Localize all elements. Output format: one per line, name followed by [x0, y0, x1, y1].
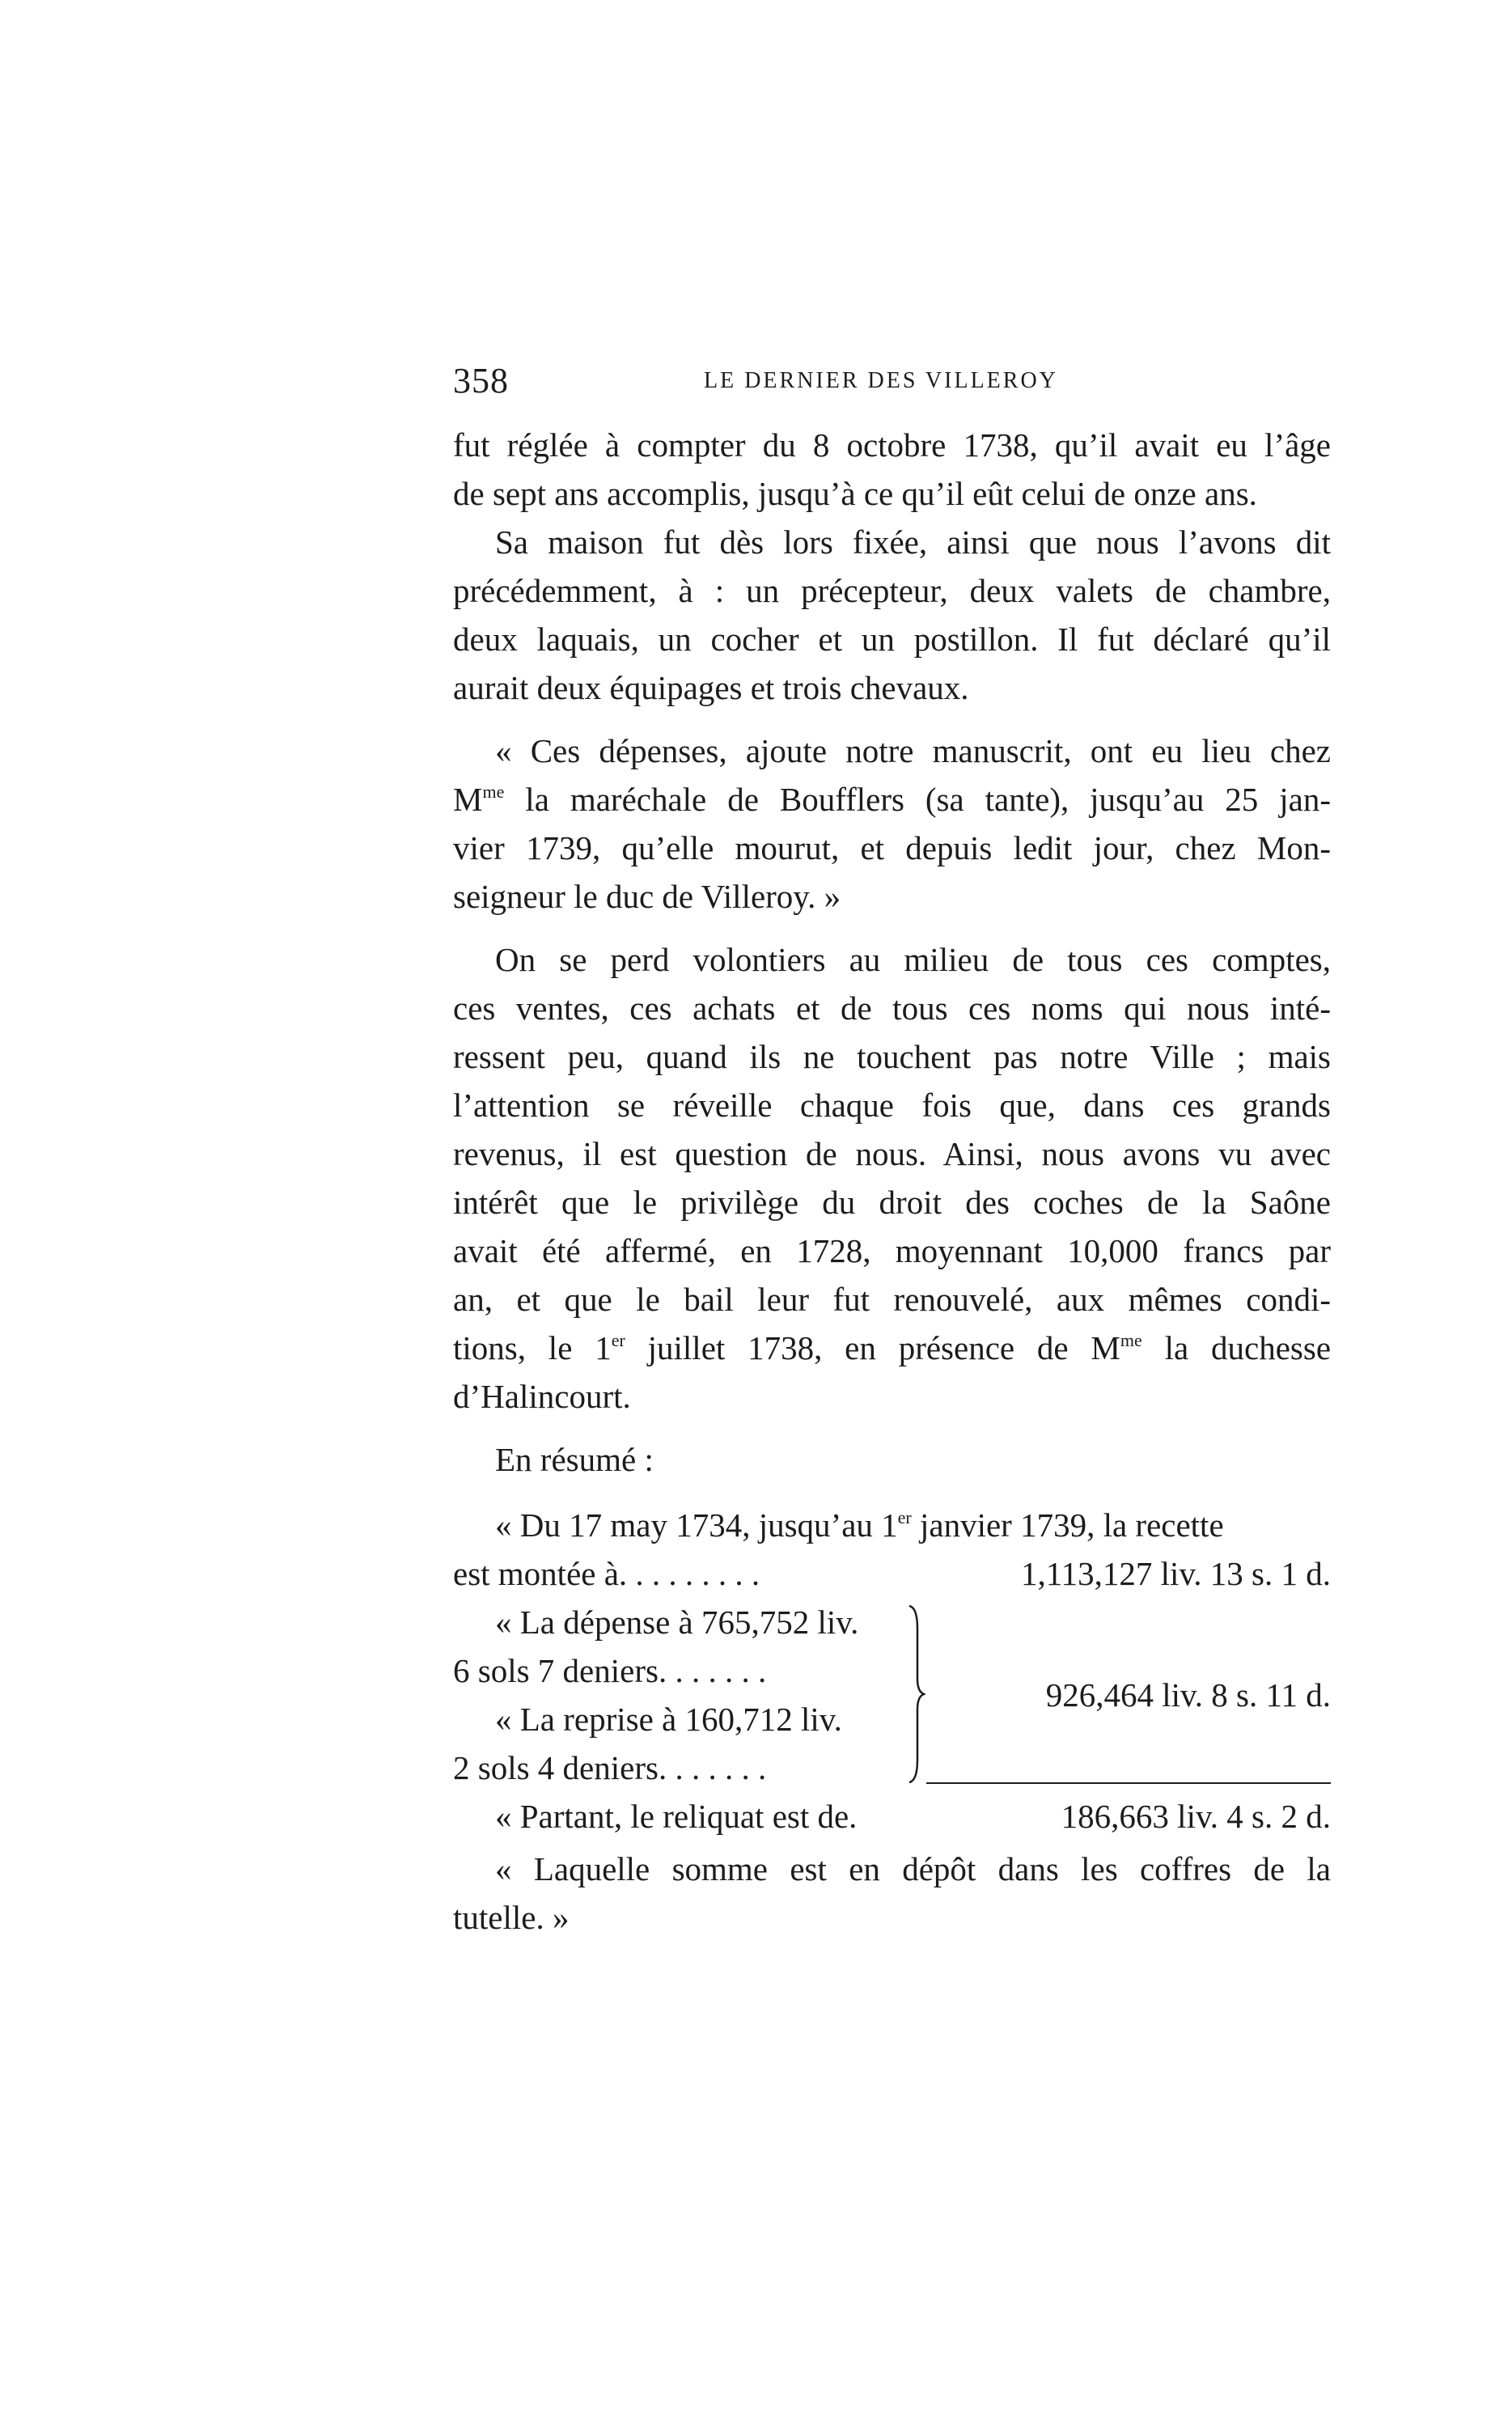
text-fragment: janvier 1739, la recette	[911, 1506, 1224, 1544]
account-label: « La reprise à 160,712 liv.	[495, 1701, 842, 1738]
expense-total: 926,464 liv. 8 s. 11 d.	[1045, 1676, 1331, 1714]
account-label: 6 sols 7 deniers. . . . . . .	[453, 1652, 767, 1689]
resume-heading: En résumé :	[495, 1441, 654, 1478]
paragraph-3	[453, 727, 1331, 921]
text-line: aurait deux équipages et trois chevaux.	[453, 669, 969, 706]
accounts-table	[453, 1501, 1331, 1841]
text-fragment: la duchesse	[1141, 1329, 1332, 1366]
text-line: seigneur le duc de Villeroy. »	[453, 878, 841, 915]
text-line: intérêt que le privilège du droit des coches de la Saône	[453, 1184, 1331, 1221]
account-label: « Partant, le reliquat est de.	[495, 1798, 858, 1835]
superscript: me	[482, 782, 505, 802]
text-line: Sa maison fut dès lors fixée, ainsi que nous l’avons dit	[495, 523, 1331, 561]
account-line	[453, 1598, 1331, 1646]
text-line: l’attention se réveille chaque fois que, dans ces grands	[453, 1087, 1331, 1124]
paragraph-2	[453, 518, 1331, 712]
body-text	[453, 421, 1331, 1484]
account-label: est montée à. . . . . . . . .	[453, 1555, 760, 1592]
account-text	[495, 1501, 1224, 1549]
account-line	[453, 1501, 1331, 1549]
text-line: revenus, il est question de nous. Ainsi, nous avons vu avec	[453, 1135, 1331, 1172]
account-line	[453, 1743, 1331, 1792]
text-line: ces ventes, ces achats et de tous ces noms qui nous inté-	[453, 989, 1331, 1027]
account-amount: 1,113,127 liv. 13 s. 1 d.	[1020, 1555, 1331, 1592]
text-line: vier 1739, qu’elle mourut, et depuis ledit jour, chez Mon-	[453, 829, 1331, 866]
text-line: tutelle. »	[453, 1899, 570, 1936]
text-line: an, et que le bail leur fut renouvelé, aux mêmes condi-	[453, 1281, 1331, 1318]
text-fragment: juillet 1738, en présence de M	[625, 1329, 1120, 1366]
page-number: 358	[453, 361, 509, 400]
account-label: « La dépense à 765,752 liv.	[495, 1604, 859, 1641]
text-line: « Laquelle somme est en dépôt dans les coffres de la	[495, 1850, 1331, 1887]
running-head: LE DERNIER DES VILLEROY	[704, 368, 1058, 393]
superscript: er	[897, 1507, 912, 1527]
expense-brace-group	[453, 1598, 1331, 1792]
text-line: ressent peu, quand ils ne touchent pas notre Ville ; mais	[453, 1038, 1331, 1075]
text-line	[453, 1324, 1331, 1372]
text-line: fut réglée à compter du 8 octobre 1738, qu’il avait eu l’âge	[453, 426, 1331, 464]
text-line: On se perd volontiers au milieu de tous ces comptes,	[495, 941, 1331, 978]
text-line: deux laquais, un cocher et un postillon. Il fut déclaré qu’il	[453, 621, 1331, 658]
page-header	[453, 360, 1343, 409]
text-line	[453, 775, 1331, 824]
text-fragment: M	[453, 781, 483, 818]
closing-paragraph	[453, 1845, 1331, 1942]
sum-rule	[926, 1782, 1331, 1784]
brace-glyph	[906, 1604, 925, 1784]
account-line	[453, 1549, 1331, 1598]
account-label: 2 sols 4 deniers. . . . . . .	[453, 1749, 767, 1786]
account-amount: 186,663 liv. 4 s. 2 d.	[1061, 1798, 1331, 1835]
paragraph-1	[453, 421, 1331, 518]
text-line: d’Halincourt.	[453, 1378, 631, 1415]
text-fragment: tions, le 1	[453, 1329, 612, 1366]
text-line: avait été affermé, en 1728, moyennant 10,000 francs par	[453, 1232, 1331, 1269]
text-fragment: la maréchale de Boufflers (sa tante), jusqu’au 25 jan-	[504, 781, 1331, 818]
account-line	[453, 1792, 1331, 1841]
paragraph-4	[453, 935, 1331, 1421]
superscript: me	[1120, 1330, 1142, 1350]
superscript: er	[611, 1330, 625, 1350]
text-fragment: « Du 17 may 1734, jusqu’au 1	[495, 1506, 898, 1544]
text-line: « Ces dépenses, ajoute notre manuscrit, ont eu lieu chez	[495, 732, 1331, 769]
text-line: de sept ans accomplis, jusqu’à ce qu’il eût celui de onze ans.	[453, 475, 1257, 512]
text-line: précédemment, à : un précepteur, deux valets de chambre,	[453, 572, 1331, 609]
